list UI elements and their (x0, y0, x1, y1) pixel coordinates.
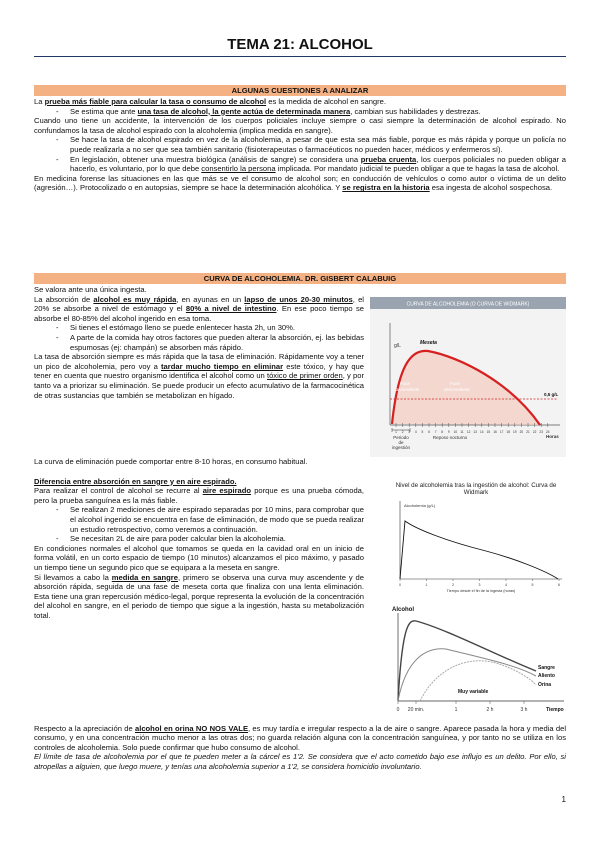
x-tick-label: 4 (414, 430, 417, 434)
fig3-orina: Orina (538, 681, 552, 688)
fig3-x-tick-label: 0 (396, 706, 400, 713)
fig2-title-2: Widmark (463, 488, 489, 496)
periodo-label-3: ingestión (391, 445, 411, 450)
paragraph: La curva de eliminación puede comportar entre 8-10 horas, en consumo habitual. (34, 457, 308, 466)
periodo-label-1: Periodo (393, 435, 409, 440)
x-tick-label: 18 (506, 430, 510, 434)
x-tick-label: 17 (499, 430, 504, 434)
paragraph: Respecto a la apreciación de alcohol en orina NO NOS VALE, es muy tardía e irregular respecto a la de aire o sangre. Aparece pasada la hora y media del consumo, y en una concentración mucho menor a las otras dos; no guarda relación alguna con la concentración sanguínea, y por tanto no se utiliza en los controles de alcoholemia. Solo puede confirmar que hubo consumo de alcohol. (34, 723, 567, 752)
bullet-item: - Se estima que ante una tasa de alcohol, la gente actúa de determinada manera, cambian sus habilidades y destrezas. (70, 107, 566, 117)
paragraph: Se valora ante una única ingesta. (34, 285, 147, 294)
paragraph: En condiciones normales el alcohol que tomamos se queda en la cavidad oral en un inicio de forma volátil, en un corto espacio de tiempo (10 minutos) alcanzamos el pico máximo, y pasado un tiempo tiene un segundo pico que se equipara a la meseta en sangre. (34, 543, 364, 572)
desc-label-1: Fase (450, 381, 461, 386)
page-title: TEMA 21: ALCOHOL (34, 36, 566, 57)
x-tick-label: 6 (428, 430, 430, 434)
fig2-x-tick-label: 4 (505, 582, 507, 587)
paragraph: Para realizar el control de alcohol se recurre al aire espirado porque es una prueba cómoda, pero la prueba sanguínea es la más fiable. (34, 486, 364, 505)
fig2-x-tick-label: 2 (452, 582, 454, 587)
x-tick-label: 14 (480, 430, 484, 434)
x-tick-label: 15 (486, 430, 491, 434)
paragraph: La tasa de absorción siempre es más rápida que la tasa de eliminación. Rápidamente voy a tener un pico de alcoholemia, pero voy a tardar mucho tiempo en eliminar este tóxico, y hay que tener en cuenta que nuestro organismo identifica el alcohol como un tóxico de primer orden, y por tanto va a priorizar su eliminación. Se puede producir un efecto acumulativo de la farmacocinética de otras sustancias que también se metabolizan en hígado. (34, 352, 365, 400)
y-axis-label: g/L (394, 343, 401, 349)
x-tick-label: 5 (421, 430, 424, 434)
fig2-x-tick-label: 5 (531, 582, 534, 587)
section-curva (34, 273, 566, 467)
x-tick-label: 19 (513, 430, 517, 434)
bullet-item: - En legislación, obtener una muestra biológica (análisis de sangre) se considera una prueba cruenta, los cuerpos policiales no pueden obligar a hacerlo, es voluntario, por lo que debe consentirlo la persona implicada. Por mandato judicial te pueden obligar a que te hagas la tasa de alcohol. (70, 155, 566, 174)
x-tick-label: 20 (519, 430, 524, 434)
paragraph: La absorción de alcohol es muy rápida, en ayunas en un lapso de unos 20-30 minutos, el 20% se absorbe a nivel de estómago y el 80% a nivel de intestino. En ese poco tiempo se absorbe el 80-85% del alcohol ingerido en esa toma. (34, 294, 364, 323)
fig3-tiempo: Tiempo (546, 706, 564, 713)
threshold-label: 0,5 g/L (544, 392, 559, 397)
reposo-label: Reposo nocturno (432, 435, 468, 440)
fig2-x-ticks (399, 579, 560, 587)
fig2-ylabel: Alcoholemia (g/L) (404, 502, 436, 508)
bullet-item: - Se necesitan 2L de aire para poder calcular bien la alcoholemia. (70, 534, 364, 544)
fig2-xlabel: Tiempo desde el fin de la ingesta (horas) (446, 588, 516, 593)
page (34, 36, 566, 772)
x-tick-label: 22 (532, 430, 537, 434)
bullet-item: - A parte de la comida hay otros factores que pueden alterar la absorción, ej. las bebidas espumosas (ej: champán) se absorben más rápido. (70, 333, 364, 352)
fig3-title: Alcohol (392, 606, 414, 613)
x-tick-label: 13 (473, 430, 477, 434)
desc-label-2: descendente (444, 387, 470, 392)
x-tick-label: 1 (395, 430, 397, 434)
periodo-label-2: de (398, 440, 404, 445)
subheading: Diferencia entre absorción en sangre y en aire espirado. (34, 476, 237, 486)
x-tick-label: 9 (447, 430, 450, 434)
fig3-variable: Muy variable (458, 688, 489, 695)
x-tick-label: 8 (441, 430, 444, 434)
section-cuestiones (34, 85, 566, 265)
x-tick-label: 24 (546, 430, 550, 434)
fig2-x-tick-label: 6 (558, 582, 560, 587)
paragraph: En medicina forense las situaciones en las que más se ve el consumo de alcohol son; en conducción de vehículos o como autor o víctima de un delito (agresión…). Protocolizado o en autopsias, siempre se hace la determinación alcohólica. Y se registra en la historia esa ingesta de alcohol sospechosa. (34, 173, 566, 193)
fig2-x-tick-label: 1 (425, 582, 428, 587)
x-tick-label: 11 (460, 430, 464, 434)
figure-header: CURVA DE ALCOHOLEMIA (O CURVA DE WIDMARK) (406, 301, 530, 308)
alcohol-figures (386, 479, 566, 719)
x-tick-label: 10 (453, 430, 458, 434)
bullet-item: - Si tienes el estómago lleno se puede enlentecer hasta 2h, un 30%. (70, 323, 364, 333)
x-tick-label: 23 (539, 430, 543, 434)
fig3-x-tick-label: 2 h (486, 706, 494, 713)
asc-label-1: Fase (400, 381, 411, 386)
x-tick-label: 7 (434, 430, 437, 434)
widmark-curve-figure (370, 297, 566, 457)
fig3-x-tick-label: 1 (454, 706, 458, 713)
fig2-x-tick-label: 3 (478, 582, 481, 587)
fig3-sangre: Sangre (538, 664, 555, 671)
section-header: ALGUNAS CUESTIONES A ANALIZAR (34, 85, 566, 96)
asc-label-2: ascendente (396, 387, 420, 392)
x-tick-label: 2 (401, 430, 404, 434)
bullet-item: - Se hace la tasa de alcohol espirado en vez de la alcoholemia, a pesar de que esta sea más fiable, porque es más rápida y porque un policía no puede realizarla a no ser que sea también sanitario (fisioterapeutas o farmacéuticos no pueden hacer, médicos y enfermeros sí). (70, 135, 566, 154)
meseta-label: Meseta (420, 340, 437, 346)
x-tick-label: 16 (493, 430, 497, 434)
section-header: CURVA DE ALCOHOLEMIA. DR. GISBERT CALABUIG (34, 273, 566, 284)
paragraph: La prueba más fiable para calcular la tasa o consumo de alcohol es la medida de alcohol en sangre. (34, 97, 387, 106)
fig2-title-1: Nivel de alcoholemia tras la ingestión de alcohol: Curva de (395, 481, 557, 489)
fig2-x-tick-label: 0 (399, 582, 401, 587)
section-diferencia (34, 477, 566, 772)
paragraph: Si llevamos a cabo la medida en sangre, primero se observa una curva muy ascendente y de absorción rápida, seguida de una fase de meseta corta que finaliza con una lenta eliminación. Esta tiene una gran repercusión médico-legal, porque representa la evolución de la concentración del alcohol en sangre, en el periodo de tiempo que sigue a la ingestión, hasta su metabolización total. (34, 572, 364, 620)
fig3-x-ticks (397, 701, 528, 713)
x-tick-label: 21 (526, 430, 530, 434)
page-number: 1 (561, 795, 566, 804)
fig3-x-tick-label: 3 h (520, 706, 528, 713)
paragraph: Cuando uno tiene un accidente, la intervención de los cuerpos policiales incluye siempre o casi siempre la determinación de alcohol espirado. No confundamos la tasa de alcohol espirado con la alcoholemia (implica medida en sangre). (34, 116, 566, 135)
fig3-aliento: Aliento (538, 672, 555, 679)
x-tick-label: 12 (466, 430, 471, 434)
bullet-item: - Se realizan 2 mediciones de aire espirado separadas por 10 mins, para comprobar que el alcohol ingerido se encuentra en fase de eliminación, de modo que se pueda realizar un estudio retrospectivo, como veremos a continuación. (70, 505, 364, 534)
fig3-x-tick-label: 20 min. (407, 706, 425, 713)
x-axis-label: Horas (546, 434, 559, 439)
x-tick-label: 3 (408, 430, 411, 434)
italic-note: El límite de tasa de alcoholemia por el que te pueden meter a la cárcel es 1'2. Se considera que el acto cometido bajo ese influjo es un delito. Por ello, si atropellas a alguien, que luego muere, y tenías una alcoholemia superior a 1'2, se considera homicidio involuntario. (34, 752, 566, 771)
fig2-curve (400, 521, 558, 579)
